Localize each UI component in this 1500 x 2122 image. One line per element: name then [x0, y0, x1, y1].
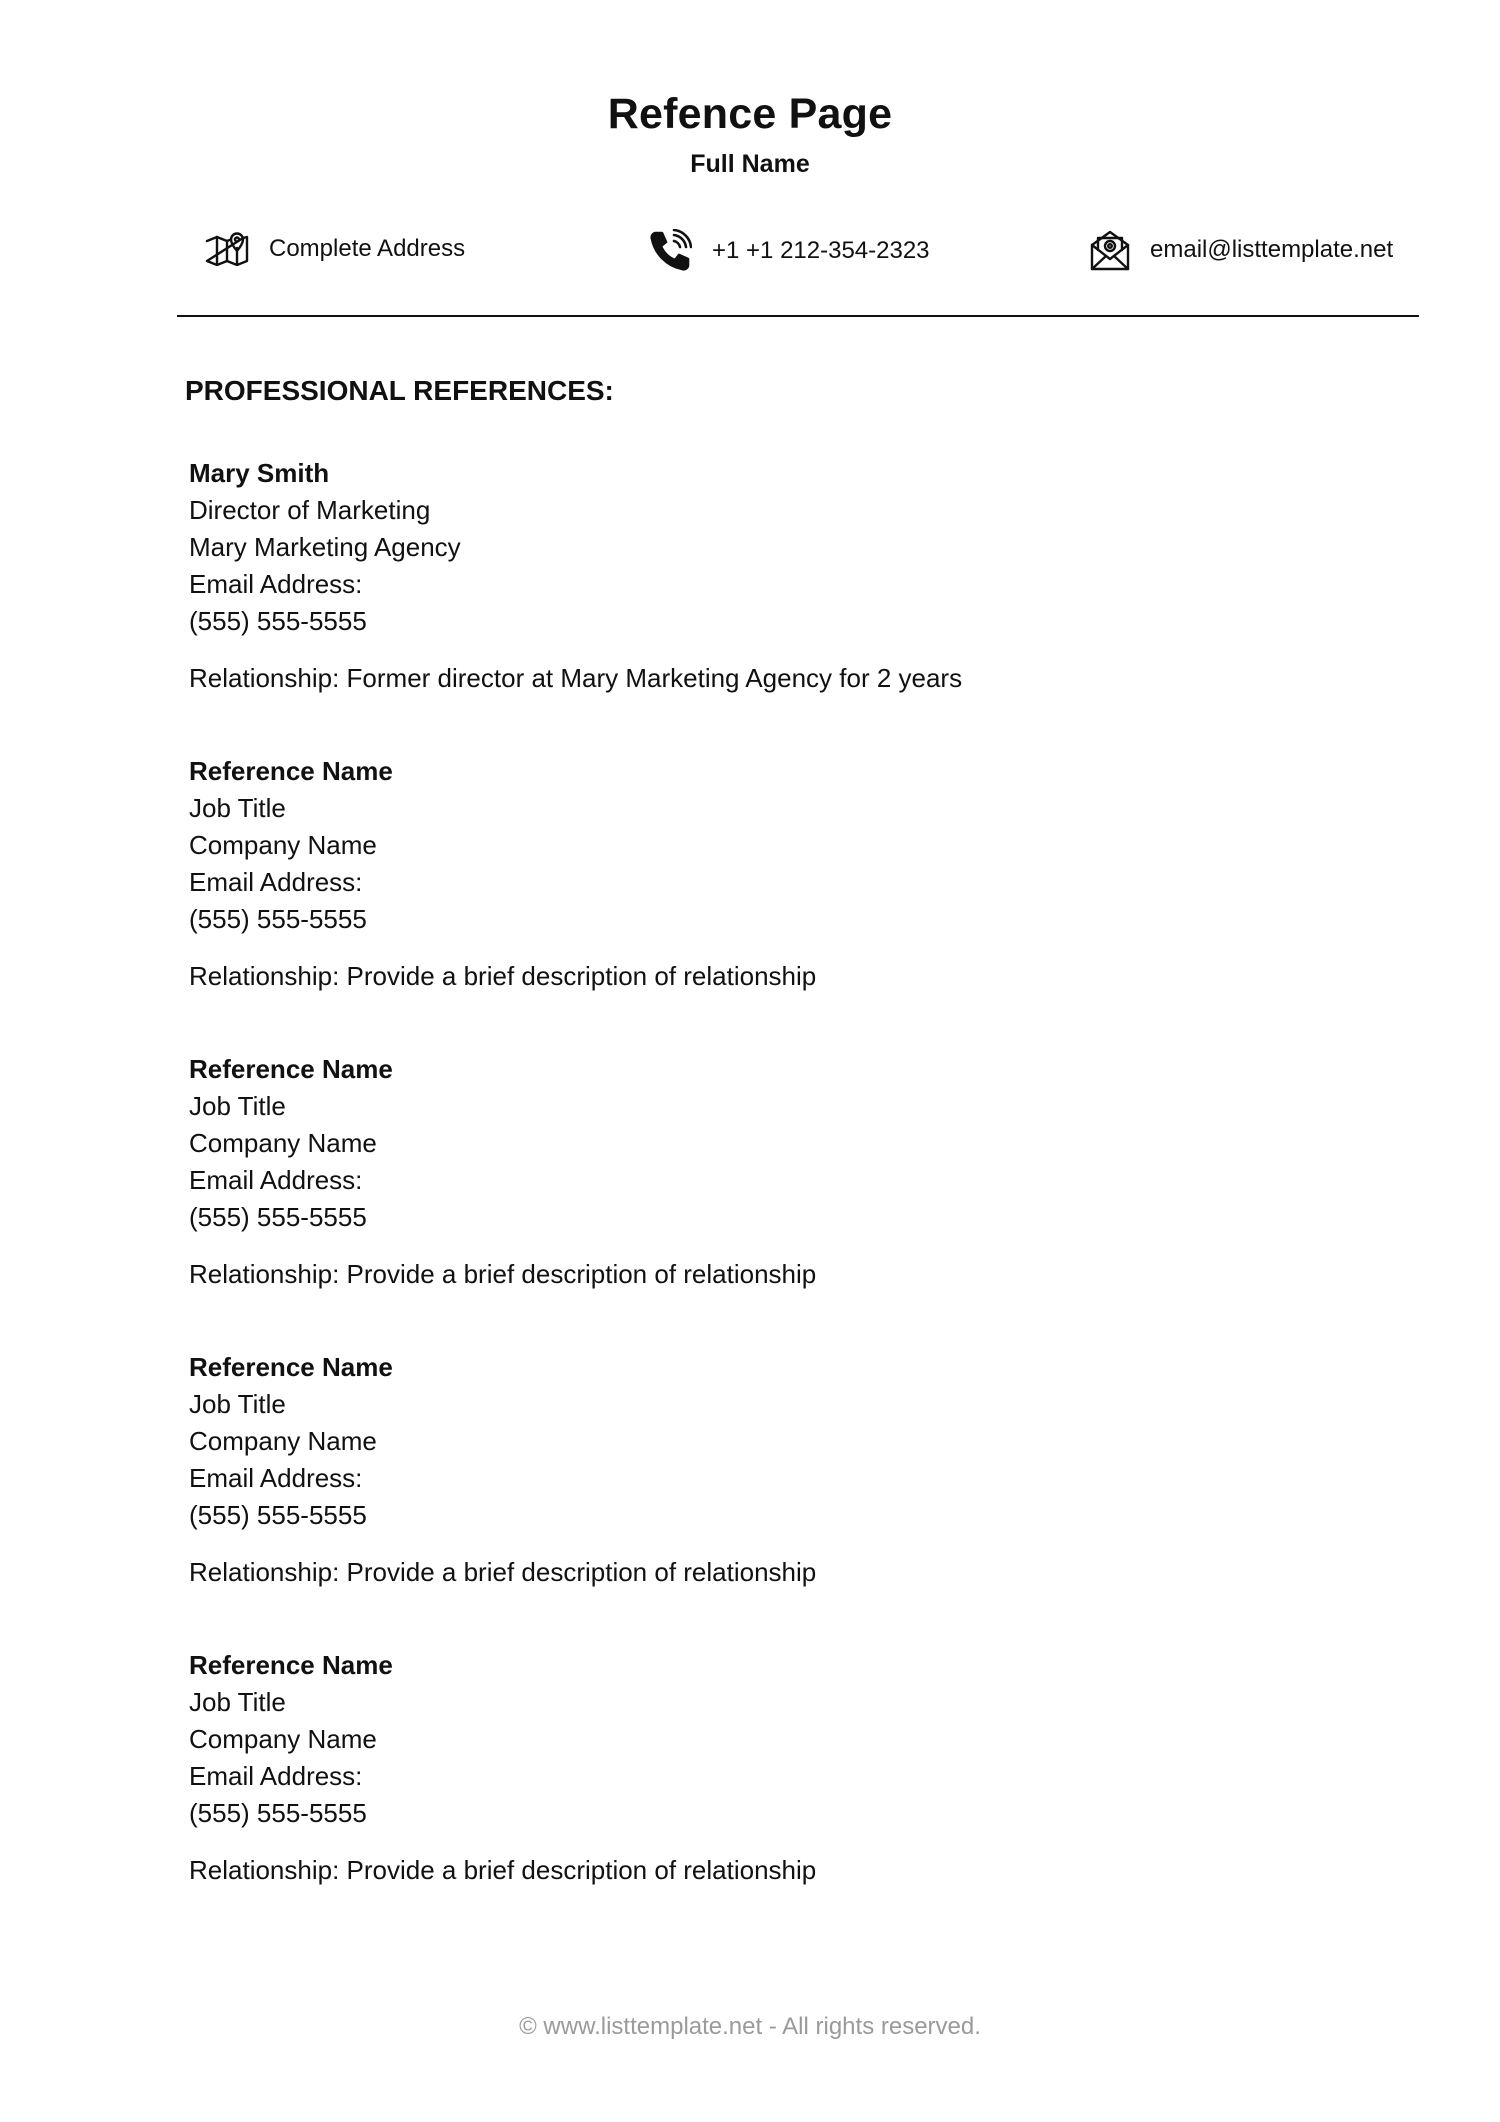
- reference-job-title: Director of Marketing: [189, 495, 431, 525]
- email-text: email@listtemplate.net: [1150, 236, 1394, 263]
- reference-email: Email Address:: [189, 1463, 363, 1493]
- reference-entry: [189, 1051, 1389, 1349]
- reference-job-title: Job Title: [189, 1687, 286, 1717]
- reference-job-title: Job Title: [189, 1091, 286, 1121]
- reference-name: Reference Name: [189, 756, 393, 786]
- address-text: Complete Address: [269, 235, 466, 262]
- section-heading: PROFESSIONAL REFERENCES:: [185, 375, 614, 406]
- envelope-icon: [1090, 229, 1130, 271]
- footer-copyright: © www.listtemplate.net - All rights reserved.: [519, 2013, 981, 2040]
- reference-email: Email Address:: [189, 1761, 363, 1791]
- reference-entry: [189, 1647, 1389, 1945]
- reference-phone: (555) 555-5555: [189, 606, 367, 636]
- reference-name: Mary Smith: [189, 458, 330, 488]
- reference-job-title: Job Title: [189, 1389, 286, 1419]
- reference-relationship: Relationship: Former director at Mary Marketing Agency for 2 years: [189, 663, 963, 693]
- reference-company: Company Name: [189, 1128, 377, 1158]
- phone-icon: [648, 229, 692, 273]
- header-divider: [177, 315, 1419, 317]
- reference-email: Email Address:: [189, 867, 363, 897]
- reference-name: Reference Name: [189, 1352, 393, 1382]
- reference-company: Mary Marketing Agency: [189, 532, 461, 562]
- reference-company: Company Name: [189, 1426, 377, 1456]
- reference-email: Email Address:: [189, 569, 363, 599]
- contact-email: [1090, 229, 1393, 271]
- contact-address: [205, 232, 465, 266]
- reference-phone: (555) 555-5555: [189, 904, 367, 934]
- references-list: [189, 455, 1389, 1945]
- reference-name: Reference Name: [189, 1650, 393, 1680]
- reference-entry: [189, 455, 1389, 753]
- reference-email: Email Address:: [189, 1165, 363, 1195]
- contact-phone: [648, 229, 930, 273]
- reference-name: Reference Name: [189, 1054, 393, 1084]
- reference-relationship: Relationship: Provide a brief description of relationship: [189, 1557, 817, 1587]
- reference-company: Company Name: [189, 1724, 377, 1754]
- reference-relationship: Relationship: Provide a brief description of relationship: [189, 961, 817, 991]
- map-icon: [205, 232, 249, 266]
- page-title: Refence Page: [607, 90, 893, 138]
- reference-entry: [189, 1349, 1389, 1647]
- reference-phone: (555) 555-5555: [189, 1202, 367, 1232]
- phone-text: +1 +1 212-354-2323: [712, 237, 930, 264]
- full-name: Full Name: [690, 150, 810, 178]
- reference-phone: (555) 555-5555: [189, 1500, 367, 1530]
- reference-job-title: Job Title: [189, 793, 286, 823]
- reference-company: Company Name: [189, 830, 377, 860]
- reference-relationship: Relationship: Provide a brief description of relationship: [189, 1259, 817, 1289]
- reference-relationship: Relationship: Provide a brief description of relationship: [189, 1855, 817, 1885]
- reference-entry: [189, 753, 1389, 1051]
- reference-phone: (555) 555-5555: [189, 1798, 367, 1828]
